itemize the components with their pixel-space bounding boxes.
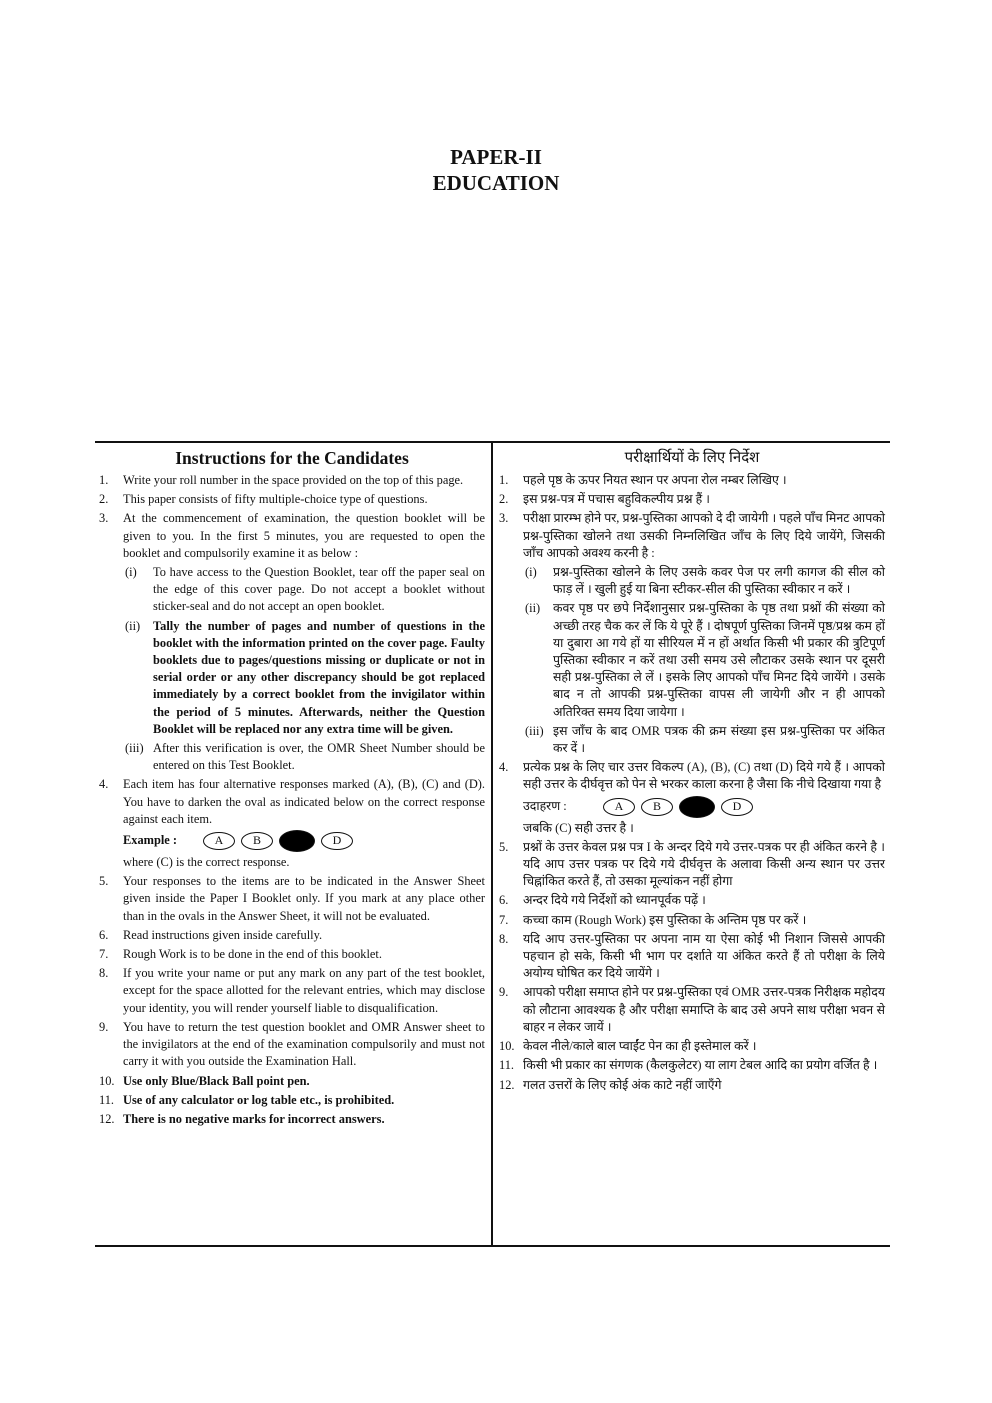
instruction-item (499, 839, 885, 891)
item-text: पहले पृष्ठ के ऊपर नियत स्थान पर अपना रोल नम्बर लिखिए । (523, 473, 787, 487)
item-body (123, 491, 485, 508)
answer-oval: B (641, 798, 673, 816)
instruction-item (499, 759, 885, 837)
item-number: 9. (99, 1019, 109, 1034)
english-heading: Instructions for the Candidates (175, 448, 409, 468)
instruction-item (499, 912, 885, 929)
item-number: 4. (99, 777, 109, 792)
item-body (123, 946, 485, 963)
sub-item (123, 740, 485, 774)
item-body (523, 510, 885, 757)
item-text: You have to return the test question booklet and OMR Answer sheet to the invigilators at the end of the examination compulsorily and must not carry it with you outside the Examination Hall. (123, 1019, 485, 1069)
answer-oval: A (603, 798, 635, 816)
sub-item-number: (i) (525, 565, 537, 580)
instruction-item (499, 984, 885, 1036)
sub-item-number: (ii) (525, 601, 541, 616)
item-number: 8. (99, 966, 109, 981)
item-number: 2. (499, 492, 509, 507)
instruction-item (499, 1057, 885, 1074)
item-body (523, 1077, 885, 1094)
item-text: There is no negative marks for incorrect answers. (123, 1111, 385, 1126)
sub-item-text: Tally the number of pages and number of questions in the booklet with the information printed on the cover page. Faulty booklets due to pages/questions missing or duplicate or not in serial order or any other discrepancy should be got replaced immediately by a correct booklet from the invigilator within the period of 5 minutes. Afterwards, neither the Question Booklet will be replaced nor any extra time will be given. (153, 618, 485, 736)
sub-item (523, 600, 885, 720)
item-text: This paper consists of fifty multiple-choice type of questions. (123, 492, 428, 507)
item-text: Rough Work is to be done in the end of this booklet. (123, 947, 382, 962)
item-body (523, 491, 885, 508)
item-number: 1. (499, 473, 509, 487)
instruction-item (99, 1073, 485, 1090)
item-number: 7. (499, 912, 509, 927)
item-number: 11. (499, 1058, 515, 1073)
sub-item-number: (iii) (525, 723, 544, 738)
item-body (123, 873, 485, 925)
item-body (523, 984, 885, 1036)
item-text: अन्दर दिये गये निर्देशों को ध्यानपूर्वक पढ़ें । (523, 893, 706, 908)
instruction-item (499, 510, 885, 757)
example-note: जबकि (C) सही उत्तर है । (523, 820, 634, 835)
sub-item-number: (iii) (125, 741, 144, 756)
item-text: आपको परीक्षा समाप्त होने पर प्रश्न-पुस्तिका एवं OMR उत्तर-पत्रक निरीक्षक महोदय को लौटाना आवश्यक है और परीक्षा समाप्ति के बाद उसे अपने साथ परीक्षा भवन से बाहर न लेकर जायें । (523, 985, 885, 1034)
item-text: Your responses to the items are to be indicated in the Answer Sheet given inside the Paper I Booklet only. If you mark at any place other than in the ovals in the Answer Sheet, it will not be evaluated. (123, 874, 485, 923)
answer-oval: A (203, 832, 235, 850)
item-text: केवल नीले/काले बाल प्वाईंट पेन का ही इस्तेमाल करें । (523, 1039, 757, 1054)
item-number: 10. (499, 1039, 515, 1054)
sub-item (123, 564, 485, 616)
item-body (523, 912, 885, 929)
item-text: परीक्षा प्रारम्भ होने पर, प्रश्न-पुस्तिका आपको दे दी जायेगी । पहले पाँच मिनट आपको प्रश्न-पुस्तिका खोलने तथा उसकी निम्नलिखित जाँच के लिए दिये जायेंगे, जिसकी जाँच आपको अवश्य करनी है : (523, 511, 885, 560)
item-body (123, 472, 485, 489)
item-text: किसी भी प्रकार का संगणक (कैलकुलेटर) या लाग टेबल आदि का प्रयोग वर्जित है । (523, 1058, 878, 1073)
item-number: 6. (99, 927, 109, 942)
filled-answer-oval (279, 830, 315, 852)
item-number: 2. (99, 492, 109, 507)
instructions-box (95, 441, 890, 1247)
item-number: 12. (99, 1111, 115, 1126)
instruction-item (99, 965, 485, 1017)
item-body (123, 1111, 485, 1128)
item-text: प्रत्येक प्रश्न के लिए चार उत्तर विकल्प (A), (B), (C) तथा (D) दिये गये हैं । आपको सही उत्तर के दीर्घवृत्त को पेन से भरकर काला करना है जैसा कि नीचे दिखाया गया है (523, 760, 885, 792)
instruction-item (99, 1111, 485, 1128)
subject-title: EDUCATION (432, 171, 560, 195)
item-body (123, 1073, 485, 1090)
item-number: 8. (499, 931, 509, 946)
answer-oval: D (321, 832, 353, 850)
instruction-item (99, 1019, 485, 1071)
item-text: प्रश्नों के उत्तर केवल प्रश्न पत्र I के अन्दर दिये गये उत्तर-पत्रक पर ही अंकित करने है । यदि आप उत्तर पत्रक पर दिये गये दीर्घवृत्त के अलावा किसी अन्य स्थान पर उत्तर चिह्नांकित करते हैं, तो उसका मूल्यांकन नहीं होगा (523, 839, 885, 889)
sub-item-number: (i) (125, 565, 137, 580)
item-text: Read instructions given inside carefully. (123, 927, 323, 942)
instruction-item (99, 927, 485, 944)
instruction-item (99, 776, 485, 871)
sub-item-number: (ii) (125, 618, 141, 633)
item-number: 7. (99, 947, 109, 962)
item-body (123, 965, 485, 1017)
item-body (523, 839, 885, 891)
item-text: At the commencement of examination, the question booklet will be given to you. In the first 5 minutes, you are requested to open the booklet and compulsorily examine it as below : (123, 511, 485, 560)
hindi-instructions (499, 443, 885, 1096)
item-number: 5. (499, 839, 509, 854)
item-number: 9. (499, 985, 509, 1000)
item-number: 12. (499, 1077, 515, 1092)
sub-item (523, 723, 885, 757)
item-text: Write your roll number in the space provided on the top of this page. (123, 473, 464, 487)
item-text: गलत उत्तरों के लिए कोई अंक काटे नहीं जाएँगे (523, 1077, 722, 1092)
example-note: where (C) is the correct response. (123, 855, 290, 870)
instruction-item (99, 873, 485, 925)
item-number: 3. (99, 511, 109, 526)
item-number: 5. (99, 874, 109, 889)
item-number: 6. (499, 893, 509, 908)
column-divider (491, 443, 493, 1245)
sub-item-text: प्रश्न-पुस्तिका खोलने के लिए उसके कवर पेज पर लगी कागज की सील को फाड़ लें । खुली हुई या बिना स्टीकर-सील की पुस्तिका स्वीकार न करें । (553, 565, 885, 597)
instruction-item (99, 510, 485, 774)
english-instructions (99, 443, 485, 1130)
item-text: यदि आप उत्तर-पुस्तिका पर अपना नाम या ऐसा कोई भी निशान जिससे आपकी पहचान हो सके, किसी भी भाग पर दर्शाते या अंकित करते हैं तो परीक्षा के लिये अयोग्य घोषित कर दिये जायेंगे । (523, 931, 885, 981)
item-number: 10. (99, 1073, 115, 1088)
sub-item (523, 564, 885, 598)
answer-example (523, 796, 885, 818)
item-text: Use of any calculator or log table etc., is prohibited. (123, 1092, 395, 1107)
hindi-heading: परीक्षार्थियों के लिए निर्देश (624, 450, 760, 466)
item-text: Each item has four alternative responses marked (A), (B), (C) and (D). You have to darken the oval as indicated below on the correct response against each item. (123, 777, 485, 826)
instruction-item (499, 472, 885, 489)
instruction-item (99, 1092, 485, 1109)
item-body (523, 1057, 885, 1074)
sub-item-text: कवर पृष्ठ पर छपे निर्देशानुसार प्रश्न-पुस्तिका के पृष्ठ तथा प्रश्नों की संख्या को अच्छी तरह चैक कर लें कि ये पूरे हैं । दोषपूर्ण पुस्तिका जिनमें पृष्ठ/प्रश्न कम हों या दुबारा आ गये हों या सीरियल में न हों अर्थात किसी भी प्रकार की त्रुटिपूर्ण पुस्तिका स्वीकार न करें तथा उसी समय उसे लौटाकर उसके स्थान पर दूसरी सही प्रश्न-पुस्तिका ले लें । इसके लिए आपको पाँच मिनट दिये जायेंगे । उसके बाद न तो आपकी प्रश्न-पुस्तिका वापस ली जायेगी और न ही आपको अतिरिक्त समय दिया जायेगा । (553, 601, 885, 719)
item-body (123, 510, 485, 774)
item-text: इस प्रश्न-पत्र में पचास बहुविकल्पीय प्रश्न हैं । (523, 492, 710, 507)
instruction-item (499, 892, 885, 909)
sub-item-text: After this verification is over, the OMR Sheet Number should be entered on this Test Booklet. (153, 741, 485, 773)
example-label: उदाहरण : (523, 799, 567, 814)
instruction-item (499, 491, 885, 508)
item-body (523, 759, 885, 837)
item-text: कच्चा काम (Rough Work) इस पुस्तिका के अन्तिम पृष्ठ पर करें । (523, 912, 807, 927)
item-number: 4. (499, 760, 509, 775)
item-body (123, 927, 485, 944)
item-body (123, 1019, 485, 1071)
instruction-item (99, 472, 485, 489)
sub-item-text: To have access to the Question Booklet, tear off the paper seal on the edge of this cover page. Do not accept a booklet without sticker-seal and do not accept an open booklet. (153, 565, 485, 614)
item-number: 11. (99, 1092, 115, 1107)
item-body (523, 472, 885, 489)
item-number: 1. (99, 473, 109, 487)
item-body (523, 1038, 885, 1055)
item-text: Use only Blue/Black Ball point pen. (123, 1073, 310, 1088)
sub-item-text: इस जाँच के बाद OMR पत्रक की क्रम संख्या इस प्रश्न-पुस्तिका पर अंकित कर दें । (553, 723, 885, 756)
paper-title: PAPER-II (450, 145, 542, 169)
sub-item (123, 618, 485, 738)
item-body (123, 1092, 485, 1109)
instruction-item (99, 946, 485, 963)
item-number: 3. (499, 511, 509, 526)
item-body (123, 776, 485, 871)
instruction-item (499, 1077, 885, 1094)
filled-answer-oval (679, 796, 715, 818)
answer-example (123, 830, 485, 852)
item-text: If you write your name or put any mark on any part of the test booklet, except for the space allotted for the relevant entries, which may disclose your identity, you will render yourself liable to disqualification. (123, 966, 485, 1015)
answer-oval: D (721, 798, 753, 816)
instruction-item (499, 1038, 885, 1055)
item-body (523, 931, 885, 983)
instruction-item (99, 491, 485, 508)
example-label: Example : (123, 833, 178, 848)
item-body (523, 892, 885, 909)
answer-oval: B (241, 832, 273, 850)
instruction-item (499, 931, 885, 983)
